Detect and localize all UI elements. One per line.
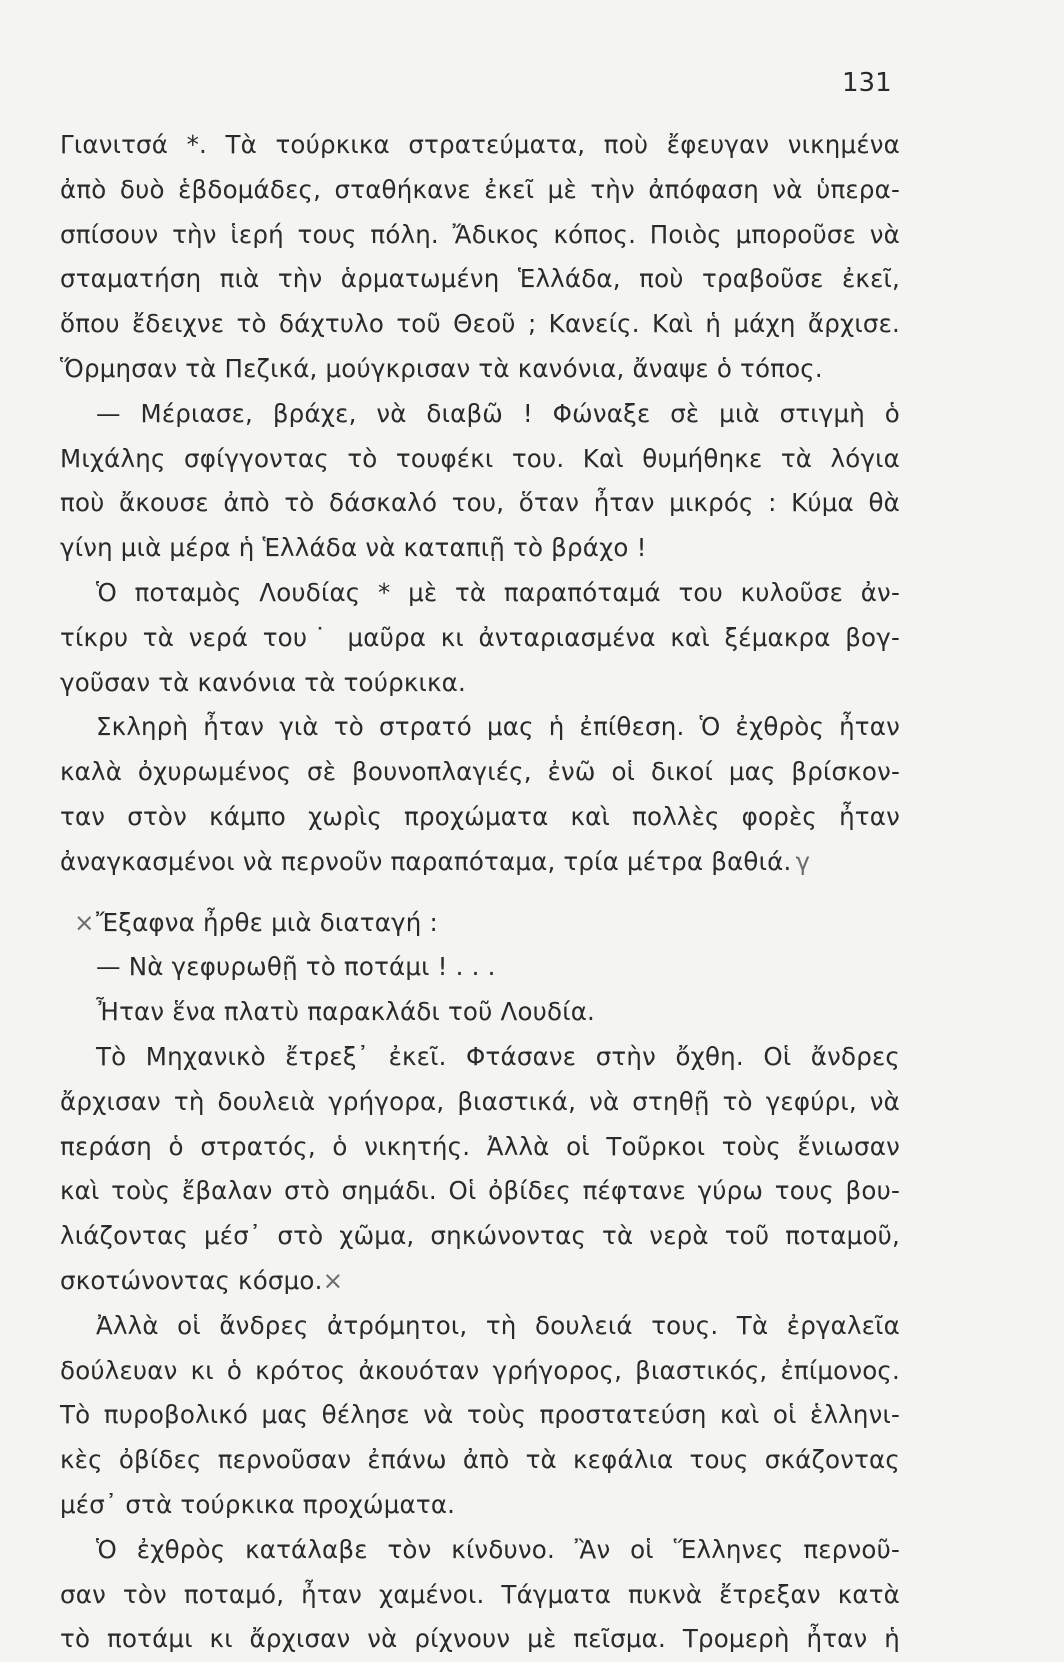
text-line: — Νὰ γεφυρωθῇ τὸ ποτάμι ! . . . xyxy=(96,952,496,982)
text-line: ἀπὸ δυὸ ἑβδομάδες, σταθήκανε ἐκεῖ μὲ τὴν ἀπόφαση νὰ ὑπερα- xyxy=(60,174,900,204)
text-line: Σκληρὴ ἦταν γιὰ τὸ στρατό μας ἡ ἐπίθεση. Ὁ ἐχθρὸς ἦταν xyxy=(96,712,900,742)
text-line-content: Ἔξαφνα ἦρθε μιὰ διαταγή : xyxy=(96,907,438,937)
text-line: περάση ὁ στρατός, ὁ νικητής. Ἀλλὰ οἱ Τοῦρκοι τοὺς ἔνιωσαν xyxy=(60,1131,900,1161)
page-number: 131 xyxy=(842,68,892,98)
text-line: σαν τὸν ποταμό, ἦταν χαμένοι. Τάγματα πυκνὰ ἔτρεξαν κατὰ xyxy=(60,1579,900,1609)
text-line xyxy=(38,901,900,946)
text-line: τὸ ποτάμι κι ἄρχισαν νὰ ρίχνουν μὲ πεῖσμα. Τρομερὴ ἦταν ἡ xyxy=(60,1624,900,1654)
text-line xyxy=(60,840,900,885)
margin-cross-mark: × xyxy=(74,907,95,937)
text-line: Ἦταν ἕνα πλατὺ παρακλάδι τοῦ Λουδία. xyxy=(96,997,596,1027)
text-line: ἄρχισαν τὴ δουλειὰ γρήγορα, βιαστικά, νὰ στηθῇ τὸ γεφύρι, νὰ xyxy=(60,1086,900,1116)
text-line: — Μέριασε, βράχε, νὰ διαβῶ ! Φώναξε σὲ μιὰ στιγμὴ ὁ xyxy=(96,398,900,428)
text-line: Γιανιτσά *. Τὰ τούρκικα στρατεύματα, ποὺ ἔφευγαν νικημένα xyxy=(60,130,900,159)
margin-cross-mark-end: × xyxy=(322,1265,344,1295)
text-line: Ὅρμησαν τὰ Πεζικά, μούγκρισαν τὰ κανόνια, ἄναψε ὁ τόπος. xyxy=(60,353,823,383)
text-line: Ὁ ἐχθρὸς κατάλαβε τὸν κίνδυνο. Ἂν οἱ Ἕλληνες περνοῦ- xyxy=(96,1534,900,1564)
text-line: Τὸ πυροβολικό μας θέλησε νὰ τοὺς προστατεύση καὶ οἱ ἑλληνι- xyxy=(60,1400,900,1430)
text-line: μέσ᾽ στὰ τούρκικα προχώματα. xyxy=(60,1489,456,1519)
text-line: καλὰ ὀχυρωμένος σὲ βουνοπλαγιές, ἐνῶ οἱ δικοί μας βρίσκον- xyxy=(60,757,900,787)
text-line: ποὺ ἄκουσε ἀπὸ τὸ δάσκαλό του, ὅταν ἦταν μικρός : Κύμα θὰ xyxy=(60,488,900,518)
text-line: γοῦσαν τὰ κανόνια τὰ τούρκικα. xyxy=(60,667,466,697)
text-line-content: σκοτώνοντας κόσμο. xyxy=(60,1265,323,1295)
text-line: Ἀλλὰ οἱ ἄνδρες ἀτρόμητοι, τὴ δουλειά τους. Τὰ ἐργαλεῖα xyxy=(96,1310,900,1340)
text-line: κὲς ὀβίδες περνοῦσαν ἐπάνω ἀπὸ τὰ κεφάλια τους σκάζοντας xyxy=(60,1445,900,1475)
text-line: δούλευαν κι ὁ κρότος ἀκουόταν γρήγορος, βιαστικός, ἐπίμονος. xyxy=(60,1355,900,1385)
text-line: καὶ τοὺς ἔβαλαν στὸ σημάδι. Οἱ ὀβίδες πέφτανε γύρω τους βου- xyxy=(60,1176,900,1206)
text-line xyxy=(60,1259,900,1304)
text-line: Μιχάλης σφίγγοντας τὸ τουφέκι του. Καὶ θυμήθηκε τὰ λόγια xyxy=(60,443,900,473)
text-line: σταματήση πιὰ τὴν ἁρματωμένη Ἑλλάδα, ποὺ τραβοῦσε ἐκεῖ, xyxy=(60,264,900,294)
text-line: σπίσουν τὴν ἱερή τους πόλη. Ἄδικος κόπος. Ποιὸς μποροῦσε νὰ xyxy=(60,219,900,249)
text-line: τίκρυ τὰ νερά του˙ μαῦρα κι ἀνταριασμένα καὶ ξέμακρα βογ- xyxy=(60,622,900,652)
body-text xyxy=(60,123,900,1662)
text-line: Τὸ Μηχανικὸ ἔτρεξ᾽ ἐκεῖ. Φτάσανε στὴν ὄχθη. Οἱ ἄνδρες xyxy=(96,1041,900,1071)
text-line: Ὁ ποταμὸς Λουδίας * μὲ τὰ παραπόταμά του κυλοῦσε ἀν- xyxy=(96,577,900,607)
text-line-content: ἀναγκασμένοι νὰ περνοῦν παραπόταμα, τρία μέτρα βαθιά. xyxy=(60,846,792,876)
text-line: λιάζοντας μέσ᾽ στὸ χῶμα, σηκώνοντας τὰ νερὰ τοῦ ποταμοῦ, xyxy=(60,1221,900,1251)
margin-gamma-mark: γ xyxy=(795,846,811,876)
text-line: ὅπου ἔδειχνε τὸ δάχτυλο τοῦ Θεοῦ ; Κανείς. Καὶ ἡ μάχη ἄρχισε. xyxy=(60,309,900,339)
text-line: γίνη μιὰ μέρα ἡ Ἑλλάδα νὰ καταπιῇ τὸ βράχο ! xyxy=(60,533,647,563)
text-line: ταν στὸν κάμπο χωρὶς προχώματα καὶ πολλὲς φορὲς ἦταν xyxy=(60,801,900,831)
